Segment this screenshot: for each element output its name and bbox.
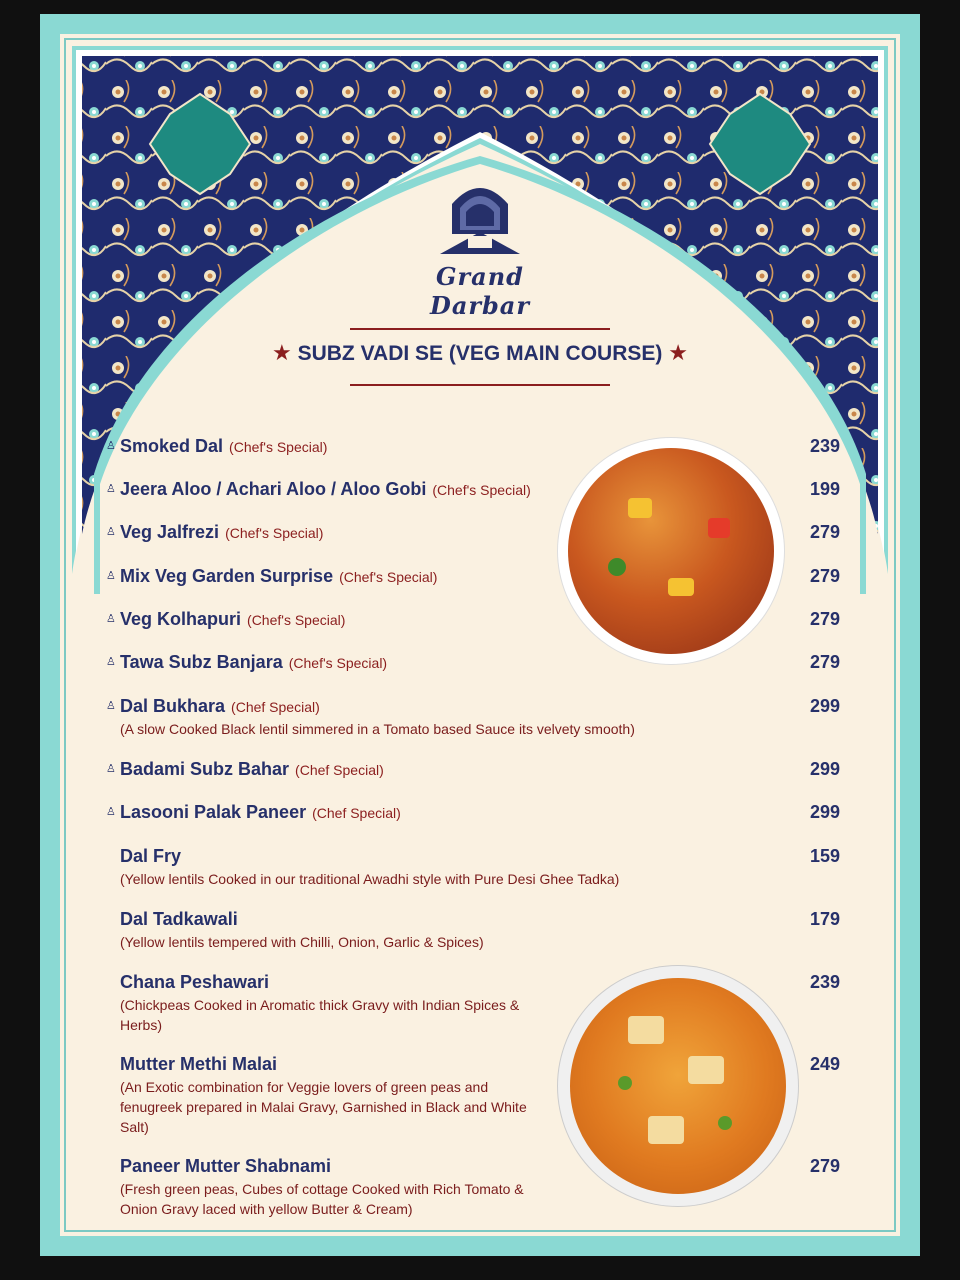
menu-item	[120, 909, 840, 952]
item-name: Smoked Dal	[120, 436, 224, 456]
item-price: 239	[809, 972, 840, 992]
item-price: 299	[809, 802, 840, 822]
item-price: 159	[809, 846, 840, 866]
menu-item	[106, 566, 840, 587]
item-tag: (Chef Special)	[295, 762, 384, 778]
item-name: Dal Fry	[120, 846, 182, 866]
item-name: Dal Tadkawali	[120, 909, 238, 929]
veg-mark-icon: ♙	[106, 700, 116, 712]
menu-item	[106, 522, 840, 543]
veg-mark-icon: ♙	[106, 806, 116, 818]
veg-mark-icon: ♙	[106, 613, 116, 625]
menu-item	[106, 759, 840, 780]
item-price: 199	[809, 479, 840, 499]
item-name: Paneer Mutter Shabnami	[120, 1156, 332, 1176]
item-name: Mix Veg Garden Surprise	[120, 566, 334, 586]
veg-mark-icon: ♙	[106, 570, 116, 582]
veg-mark-icon: ♙	[106, 483, 116, 495]
item-name: Dal Bukhara	[120, 696, 226, 716]
dish-photo-mixed-veg	[558, 438, 784, 664]
menu-item	[106, 436, 840, 457]
item-name: Lasooni Palak Paneer	[120, 802, 307, 822]
menu-item	[106, 652, 840, 673]
item-price: 279	[809, 566, 840, 586]
item-tag: (Chef Special)	[312, 805, 401, 821]
menu-item	[120, 1156, 840, 1219]
item-price: 279	[809, 522, 840, 542]
veg-mark-icon: ♙	[106, 526, 116, 538]
menu-sheet	[40, 14, 920, 1256]
item-description: (Yellow lentils tempered with Chilli, Onion, Garlic & Spices)	[120, 934, 484, 950]
menu-page	[60, 34, 900, 1236]
veg-mark-icon: ♙	[106, 440, 116, 452]
menu-item	[120, 1054, 840, 1137]
heading-divider-top	[350, 328, 610, 330]
menu-item	[120, 846, 840, 889]
heading-divider-bottom	[350, 384, 610, 386]
star-icon: ★	[272, 340, 292, 365]
menu-item	[120, 972, 840, 1035]
item-name: Veg Jalfrezi	[120, 522, 220, 542]
menu-item	[106, 479, 840, 500]
item-name: Jeera Aloo / Achari Aloo / Aloo Gobi	[120, 479, 427, 499]
veg-mark-icon: ♙	[106, 763, 116, 775]
item-price: 299	[809, 696, 840, 716]
item-name: Chana Peshawari	[120, 972, 270, 992]
item-price: 179	[809, 909, 840, 929]
item-tag: (Chef Special)	[231, 699, 320, 715]
star-icon: ★	[668, 340, 688, 365]
section-title-row	[260, 340, 700, 366]
menu-item	[106, 609, 840, 630]
item-price: 279	[809, 1156, 840, 1176]
item-tag: (Chef's Special)	[229, 439, 328, 455]
logo-wordmark: Grand Darbar	[430, 262, 530, 320]
item-name: Mutter Methi Malai	[120, 1054, 278, 1074]
item-tag: (Chef's Special)	[225, 525, 324, 541]
item-description: (A slow Cooked Black lentil simmered in a Tomato based Sauce its velvety smooth)	[120, 721, 635, 737]
item-name: Tawa Subz Banjara	[120, 652, 283, 672]
item-tag: (Chef's Special)	[247, 612, 346, 628]
item-name: Badami Subz Bahar	[120, 759, 290, 779]
item-tag: (Chef's Special)	[288, 655, 388, 671]
item-tag: (Chef's Special)	[339, 569, 438, 585]
menu-item	[106, 696, 840, 739]
item-description: (An Exotic combination for Veggie lovers of green peas and fenugreek prepared in Malai Gravy, Garnished in Black and White Salt)	[120, 1079, 527, 1135]
item-description: (Chickpeas Cooked in Aromatic thick Gravy with Indian Spices & Herbs)	[120, 997, 520, 1033]
item-tag: (Chef's Special)	[432, 482, 531, 498]
item-description: (Yellow lentils Cooked in our traditional Awadhi style with Pure Desi Ghee Tadka)	[120, 871, 620, 887]
section-heading	[260, 324, 700, 394]
veg-mark-icon: ♙	[106, 656, 116, 668]
item-price: 279	[809, 609, 840, 629]
item-price: 279	[809, 652, 840, 672]
item-description: (Fresh green peas, Cubes of cottage Cooked with Rich Tomato & Onion Gravy laced with yellow Butter & Cream)	[120, 1181, 524, 1217]
item-name: Veg Kolhapuri	[120, 609, 242, 629]
brand-logo	[390, 174, 570, 320]
item-price: 299	[809, 759, 840, 779]
item-price: 249	[809, 1054, 840, 1074]
section-title: SUBZ VADI SE (VEG MAIN COURSE)	[297, 342, 663, 365]
item-price: 239	[809, 436, 840, 456]
palace-logo-icon	[390, 174, 570, 264]
menu-item	[106, 802, 840, 823]
